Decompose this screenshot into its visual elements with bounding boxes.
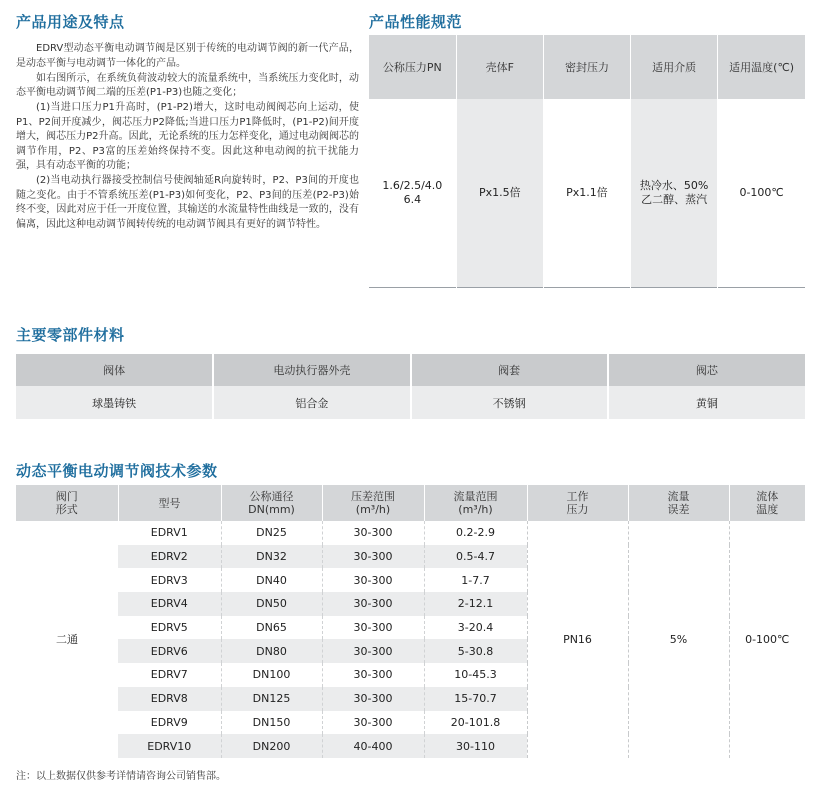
perf-cell-seal: Px1.1倍 <box>543 99 630 288</box>
tech-header-flow-l1: 流量范围 <box>453 490 498 503</box>
mat-value-actuator: 铝合金 <box>213 386 410 419</box>
perf-header-seal: 密封压力 <box>543 35 630 99</box>
tech-header-dn-l2: DN(mm) <box>248 503 295 516</box>
table-cell-model: EDRV7 <box>118 663 221 687</box>
perf-medium-line2: 乙二醇、蒸汽 <box>641 193 708 206</box>
table-cell-dp: 30-300 <box>322 663 424 687</box>
tech-header-temp-l2: 温度 <box>756 503 779 516</box>
table-cell-flow: 10-45.3 <box>424 663 527 687</box>
table-cell-dn: DN200 <box>221 734 322 758</box>
tech-header-dp <box>322 485 424 521</box>
tech-title: 动态平衡电动调节阀技术参数 <box>16 462 218 480</box>
intro-text <box>16 42 359 233</box>
table-cell-flow: 1-7.7 <box>424 568 527 592</box>
tech-header-flow-error <box>628 485 729 521</box>
tech-table <box>16 485 805 758</box>
tech-header-form-l1: 阀门 <box>55 490 78 503</box>
tech-header-work-pressure <box>527 485 628 521</box>
mat-value-body: 球墨铸铁 <box>16 386 213 419</box>
tech-header-fluid-temp <box>729 485 805 521</box>
tech-header-temp-l1: 流体 <box>756 490 779 503</box>
tech-header-form <box>16 485 118 521</box>
materials-title: 主要零部件材料 <box>16 326 125 344</box>
tech-header-dn-l1: 公称通径 <box>249 490 294 503</box>
tech-header-dp-l2: (m³/h) <box>355 503 391 516</box>
perf-header-medium: 适用介质 <box>631 35 718 99</box>
table-cell-dp: 30-300 <box>322 616 424 640</box>
intro-paragraph: (2)当电动执行器接受控制信号使阀轴延R向旋转时，P2、P3间的开度也随之变化。由于不管系统压差(P1-P3)如何变化，P2、P3间的压差(P2-P3)始终不变，因此对应于任一开度位置，其输送的水流量特性曲线是一致的，没有偏离，因此这种电动调节阀转传统的电动调节阀具有更好的调节特性。 <box>16 175 359 230</box>
performance-table <box>369 35 805 288</box>
tech-header-dp-l1: 压差范围 <box>351 490 395 503</box>
perf-header-shell: 壳体F <box>456 35 543 99</box>
table-cell-model: EDRV5 <box>118 616 221 640</box>
perf-cell-shell: Px1.5倍 <box>456 99 543 288</box>
mat-value-core: 黄铜 <box>608 386 805 419</box>
mat-header-body: 阀体 <box>16 354 213 386</box>
intro-paragraph: EDRV型动态平衡电动调节阀是区别于传统的电动调节阀的新一代产品，是动态平衡与电动调节一体化的产品。 <box>16 43 359 69</box>
table-cell-model: EDRV3 <box>118 568 221 592</box>
table-cell-model: EDRV10 <box>118 734 221 758</box>
tech-header-err-l2: 误差 <box>667 503 690 516</box>
perf-header-pn: 公称压力PN <box>369 35 456 99</box>
tech-header-wp-l2: 压力 <box>566 503 589 516</box>
perf-pn-line2: 6.4 <box>403 193 422 206</box>
tech-work-pressure-cell: PN16 <box>527 521 628 758</box>
table-cell-dn: DN125 <box>221 687 322 711</box>
table-cell-model: EDRV8 <box>118 687 221 711</box>
tech-header-model: 型号 <box>118 485 221 521</box>
perf-cell-pn <box>369 99 456 288</box>
table-cell-dp: 30-300 <box>322 687 424 711</box>
table-cell-dp: 30-300 <box>322 568 424 592</box>
perf-cell-medium <box>631 99 718 288</box>
table-cell-flow: 20-101.8 <box>424 711 527 735</box>
table-cell-dn: DN65 <box>221 616 322 640</box>
table-cell-dn: DN25 <box>221 521 322 545</box>
table-cell-flow: 5-30.8 <box>424 639 527 663</box>
tech-header-err-l1: 流量 <box>667 490 690 503</box>
table-cell-model: EDRV6 <box>118 639 221 663</box>
table-cell-dn: DN40 <box>221 568 322 592</box>
intro-title: 产品用途及特点 <box>16 13 125 31</box>
table-cell-model: EDRV1 <box>118 521 221 545</box>
table-cell-dp: 30-300 <box>322 639 424 663</box>
table-cell-flow: 0.2-2.9 <box>424 521 527 545</box>
materials-table <box>16 354 805 419</box>
table-cell-flow: 2-12.1 <box>424 592 527 616</box>
table-cell-model: EDRV4 <box>118 592 221 616</box>
performance-title: 产品性能规范 <box>369 13 463 31</box>
tech-header-dn <box>221 485 322 521</box>
mat-header-actuator: 电动执行器外壳 <box>213 354 410 386</box>
perf-header-temp: 适用温度(℃) <box>718 35 805 99</box>
tech-flow-error-cell: 5% <box>628 521 729 758</box>
table-cell-flow: 0.5-4.7 <box>424 545 527 569</box>
perf-pn-line1: 1.6/2.5/4.0 <box>382 179 443 192</box>
tech-header-form-l2: 形式 <box>55 503 78 516</box>
table-cell-dn: DN50 <box>221 592 322 616</box>
table-cell-dn: DN32 <box>221 545 322 569</box>
table-cell-dn: DN100 <box>221 663 322 687</box>
table-cell-dp: 30-300 <box>322 592 424 616</box>
perf-medium-line1: 热冷水、50% <box>639 179 709 192</box>
mat-header-sleeve: 阀套 <box>411 354 608 386</box>
mat-value-sleeve: 不锈钢 <box>411 386 608 419</box>
table-cell-dp: 30-300 <box>322 521 424 545</box>
tech-header-flow <box>424 485 527 521</box>
table-cell-flow: 15-70.7 <box>424 687 527 711</box>
table-cell-dn: DN150 <box>221 711 322 735</box>
mat-header-core: 阀芯 <box>608 354 805 386</box>
table-cell-dp: 30-300 <box>322 545 424 569</box>
tech-header-flow-l2: (m³/h) <box>458 503 493 516</box>
intro-paragraph: 如右图所示，在系统负荷波动较大的流量系统中，当系统压力变化时，动态平衡电动调节阀二端的压差(P1-P3)也随之变化； <box>16 72 359 98</box>
table-cell-dn: DN80 <box>221 639 322 663</box>
table-cell-dp: 40-400 <box>322 734 424 758</box>
table-cell-dp: 30-300 <box>322 711 424 735</box>
tech-form-cell: 二通 <box>16 521 118 758</box>
perf-cell-temp: 0-100℃ <box>718 99 805 288</box>
table-cell-model: EDRV2 <box>118 545 221 569</box>
tech-fluid-temp-cell: 0-100℃ <box>729 521 805 758</box>
intro-paragraph: (1)当进口压力P1升高时，(P1-P2)增大，这时电动阀阀芯向上运动，使P1、P2间开度减少，阀芯压力P2降低;当进口压力P1降低时，(P1-P2)间开度增大，阀芯压力P2升高。因此，无论系统的压力怎样变化，通过电动阀阀芯的调节作用，P2、P3富的压差始终保持不变。因此这种电动阀的抗干扰能力强，具有动态平衡的功能； <box>16 102 359 171</box>
table-cell-flow: 30-110 <box>424 734 527 758</box>
table-cell-model: EDRV9 <box>118 711 221 735</box>
tech-header-wp-l1: 工作 <box>566 490 589 503</box>
footnote: 注：以上数据仅供参考详情请咨询公司销售部。 <box>16 771 226 782</box>
table-cell-flow: 3-20.4 <box>424 616 527 640</box>
